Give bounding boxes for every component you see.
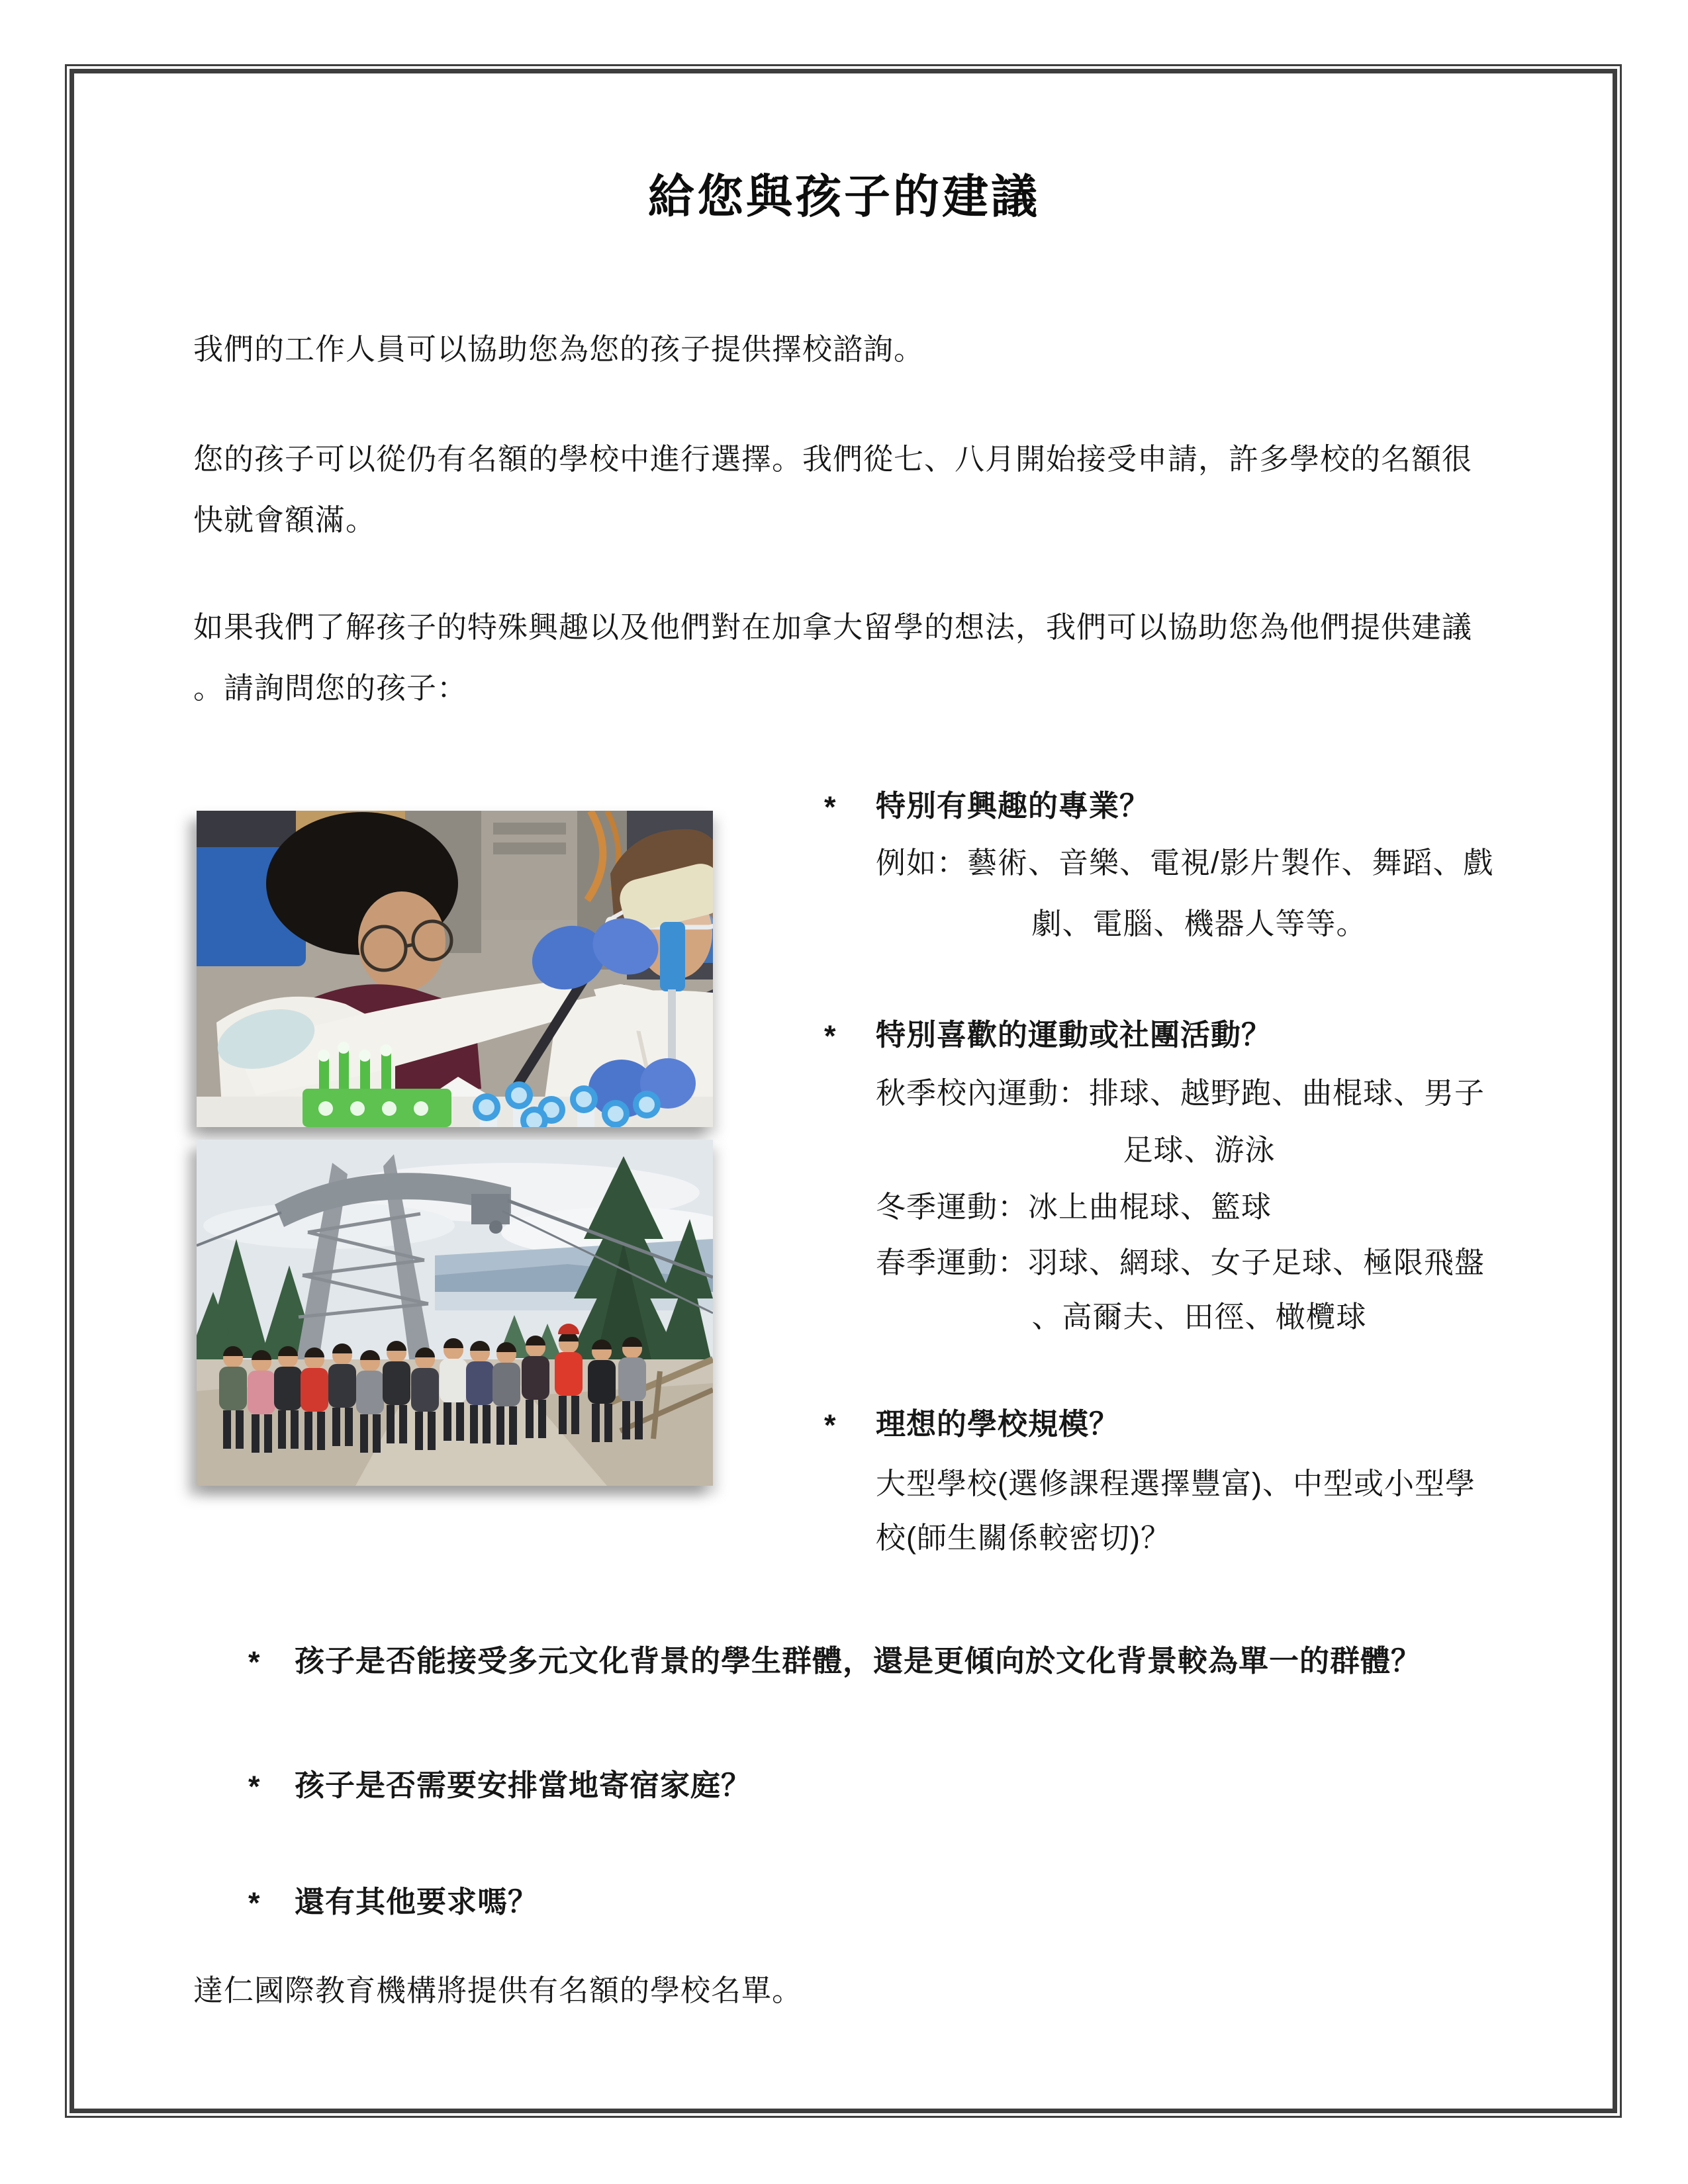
paragraph-line: 如果我們了解孩子的特殊興趣以及他們對在加拿大留學的想法，我們可以協助您為他們提供建議 bbox=[193, 610, 1473, 644]
lab-photo-illustration bbox=[197, 811, 713, 1127]
bullet-heading: 特別喜歡的運動或社團活動？ bbox=[876, 1018, 1272, 1052]
bullet-line: 冬季運動：冰上曲棍球、籃球 bbox=[876, 1190, 1272, 1224]
bullet-line: 足球、游泳 bbox=[1123, 1133, 1276, 1167]
asterisk-icon: * bbox=[248, 1886, 261, 1920]
closing-line: 達仁國際教育機構將提供有名額的學校名單。 bbox=[193, 1974, 803, 2007]
bottom-bullet: 還有其他要求嗎？ bbox=[295, 1885, 539, 1919]
asterisk-icon: * bbox=[824, 790, 837, 824]
bottom-bullet: 孩子是否能接受多元文化背景的學生群體，還是更傾向於文化背景較為單一的群體？ bbox=[295, 1644, 1422, 1678]
asterisk-icon: * bbox=[824, 1019, 837, 1053]
bullet-line: 、高爾夫、田徑、橄欖球 bbox=[1031, 1300, 1367, 1334]
bullet-line: 大型學校(選修課程選擇豐富)、中型或小型學 bbox=[876, 1467, 1476, 1500]
bottom-bullet: 孩子是否需要安排當地寄宿家庭？ bbox=[295, 1768, 752, 1802]
bullet-line: 校(師生關係較密切)？ bbox=[876, 1521, 1171, 1555]
paragraph-line: 快就會額滿。 bbox=[193, 503, 377, 537]
bullet-heading: 理想的學校規模？ bbox=[876, 1407, 1120, 1441]
asterisk-icon: * bbox=[248, 1770, 261, 1803]
asterisk-icon: * bbox=[248, 1645, 261, 1679]
bullet-heading: 特別有興趣的專業？ bbox=[876, 789, 1150, 823]
paragraph-line: 您的孩子可以從仍有名額的學校中進行選擇。我們從七、八月開始接受申請，許多學校的名額很 bbox=[193, 442, 1473, 476]
bullet-line: 例如：藝術、音樂、電視/影片製作、舞蹈、戲 bbox=[876, 846, 1494, 880]
paragraph-line: 我們的工作人員可以協助您為您的孩子提供擇校諮詢。 bbox=[193, 332, 925, 366]
page-title: 給您與孩子的建議 bbox=[648, 171, 1040, 222]
group-photo-illustration bbox=[197, 1140, 713, 1486]
bullet-line: 春季運動：羽球、網球、女子足球、極限飛盤 bbox=[876, 1246, 1485, 1279]
asterisk-icon: * bbox=[824, 1408, 837, 1442]
paragraph-line: 。請詢問您的孩子： bbox=[193, 671, 468, 705]
bullet-line: 秋季校內運動：排球、越野跑、曲棍球、男子 bbox=[876, 1076, 1485, 1110]
bullet-line: 劇、電腦、機器人等等。 bbox=[1031, 907, 1367, 940]
